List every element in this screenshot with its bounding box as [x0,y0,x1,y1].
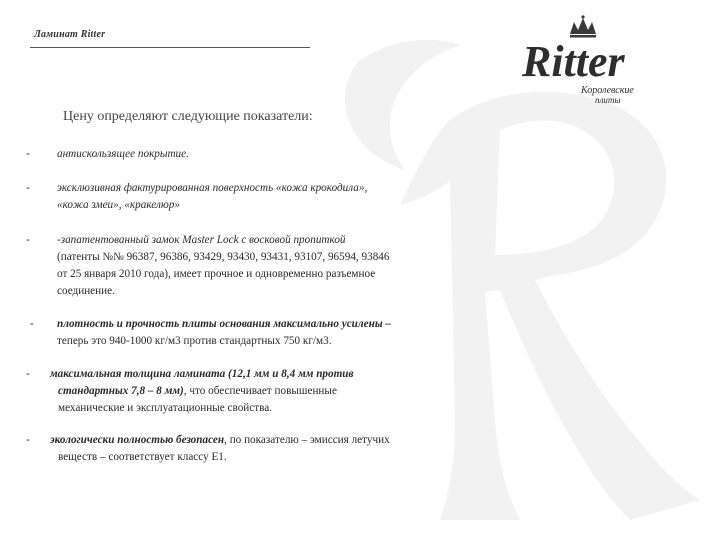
text-segment: от 25 января 2010 года), имеет прочное и одновременно разъемное [57,268,376,280]
list-item-text [50,432,390,466]
text-segment: (патенты №№ 96387, 96386, 93429, 93430, 93431, 93107, 96594, 93846 [57,251,390,263]
header-title: Ламинат Ritter [34,29,106,40]
text-segment: теперь это 940-1000 кг/м3 против стандартных 750 кг/м3. [57,335,332,347]
bullet-dash: - [26,148,30,160]
text-line [57,316,391,333]
text-line [50,449,390,466]
logo-brand-text: Ritter [522,37,625,86]
list-item-text [57,146,189,163]
bullet-dash: - [26,434,30,446]
text-line [57,180,367,197]
text-line [57,232,389,249]
text-segment: максимальная толщина ламината (12,1 мм и 8,4 мм против [50,368,354,380]
section-heading: Цену определяют следующие показатели: [63,109,313,124]
text-segment: стандартных 7,8 – 8 мм) [58,385,184,397]
text-line [57,333,391,350]
crown-icon [570,15,596,37]
logo-subtitle-1: Королевские [581,85,634,96]
text-line [57,283,389,300]
bullet-dash: - [26,182,30,194]
text-line [50,366,354,383]
list-item-text [50,366,354,417]
text-line [57,197,367,214]
bullet-dash: - [26,368,30,380]
text-line [57,266,389,283]
text-segment: , по показателю – эмиссия летучих [224,434,390,446]
text-segment: эксклюзивная фактурированная поверхность «кожа крокодила», [57,182,368,194]
list-item-text [57,180,367,214]
text-segment: , что обеспечивает повышенные [183,385,337,397]
text-segment: плотность и прочность плиты основания максимально усилены – [57,318,391,330]
list-item-text [57,232,389,300]
bullet-dash: - [30,318,34,330]
text-segment: механические и эксплуатационные свойства. [58,402,273,414]
text-segment: антискользящее покрытие. [57,148,189,160]
text-segment: -запатентованный замок Master Lock с восковой пропиткой [57,234,346,246]
header-divider [30,47,310,48]
text-line [50,432,390,449]
text-line [50,400,354,417]
ritter-logo [518,14,648,106]
text-line [57,249,389,266]
text-segment: «кожа змеи», «кракелюр» [57,199,180,211]
logo-subtitle-2: плиты [595,95,621,105]
list-item-text [57,316,391,350]
bullet-dash: - [26,234,30,246]
text-line [57,146,189,163]
text-segment: экологически полностью безопасен [50,434,225,446]
text-line [50,383,354,400]
text-segment: соединение. [57,285,115,297]
text-segment: веществ – соответствует классу Е1. [58,451,227,463]
